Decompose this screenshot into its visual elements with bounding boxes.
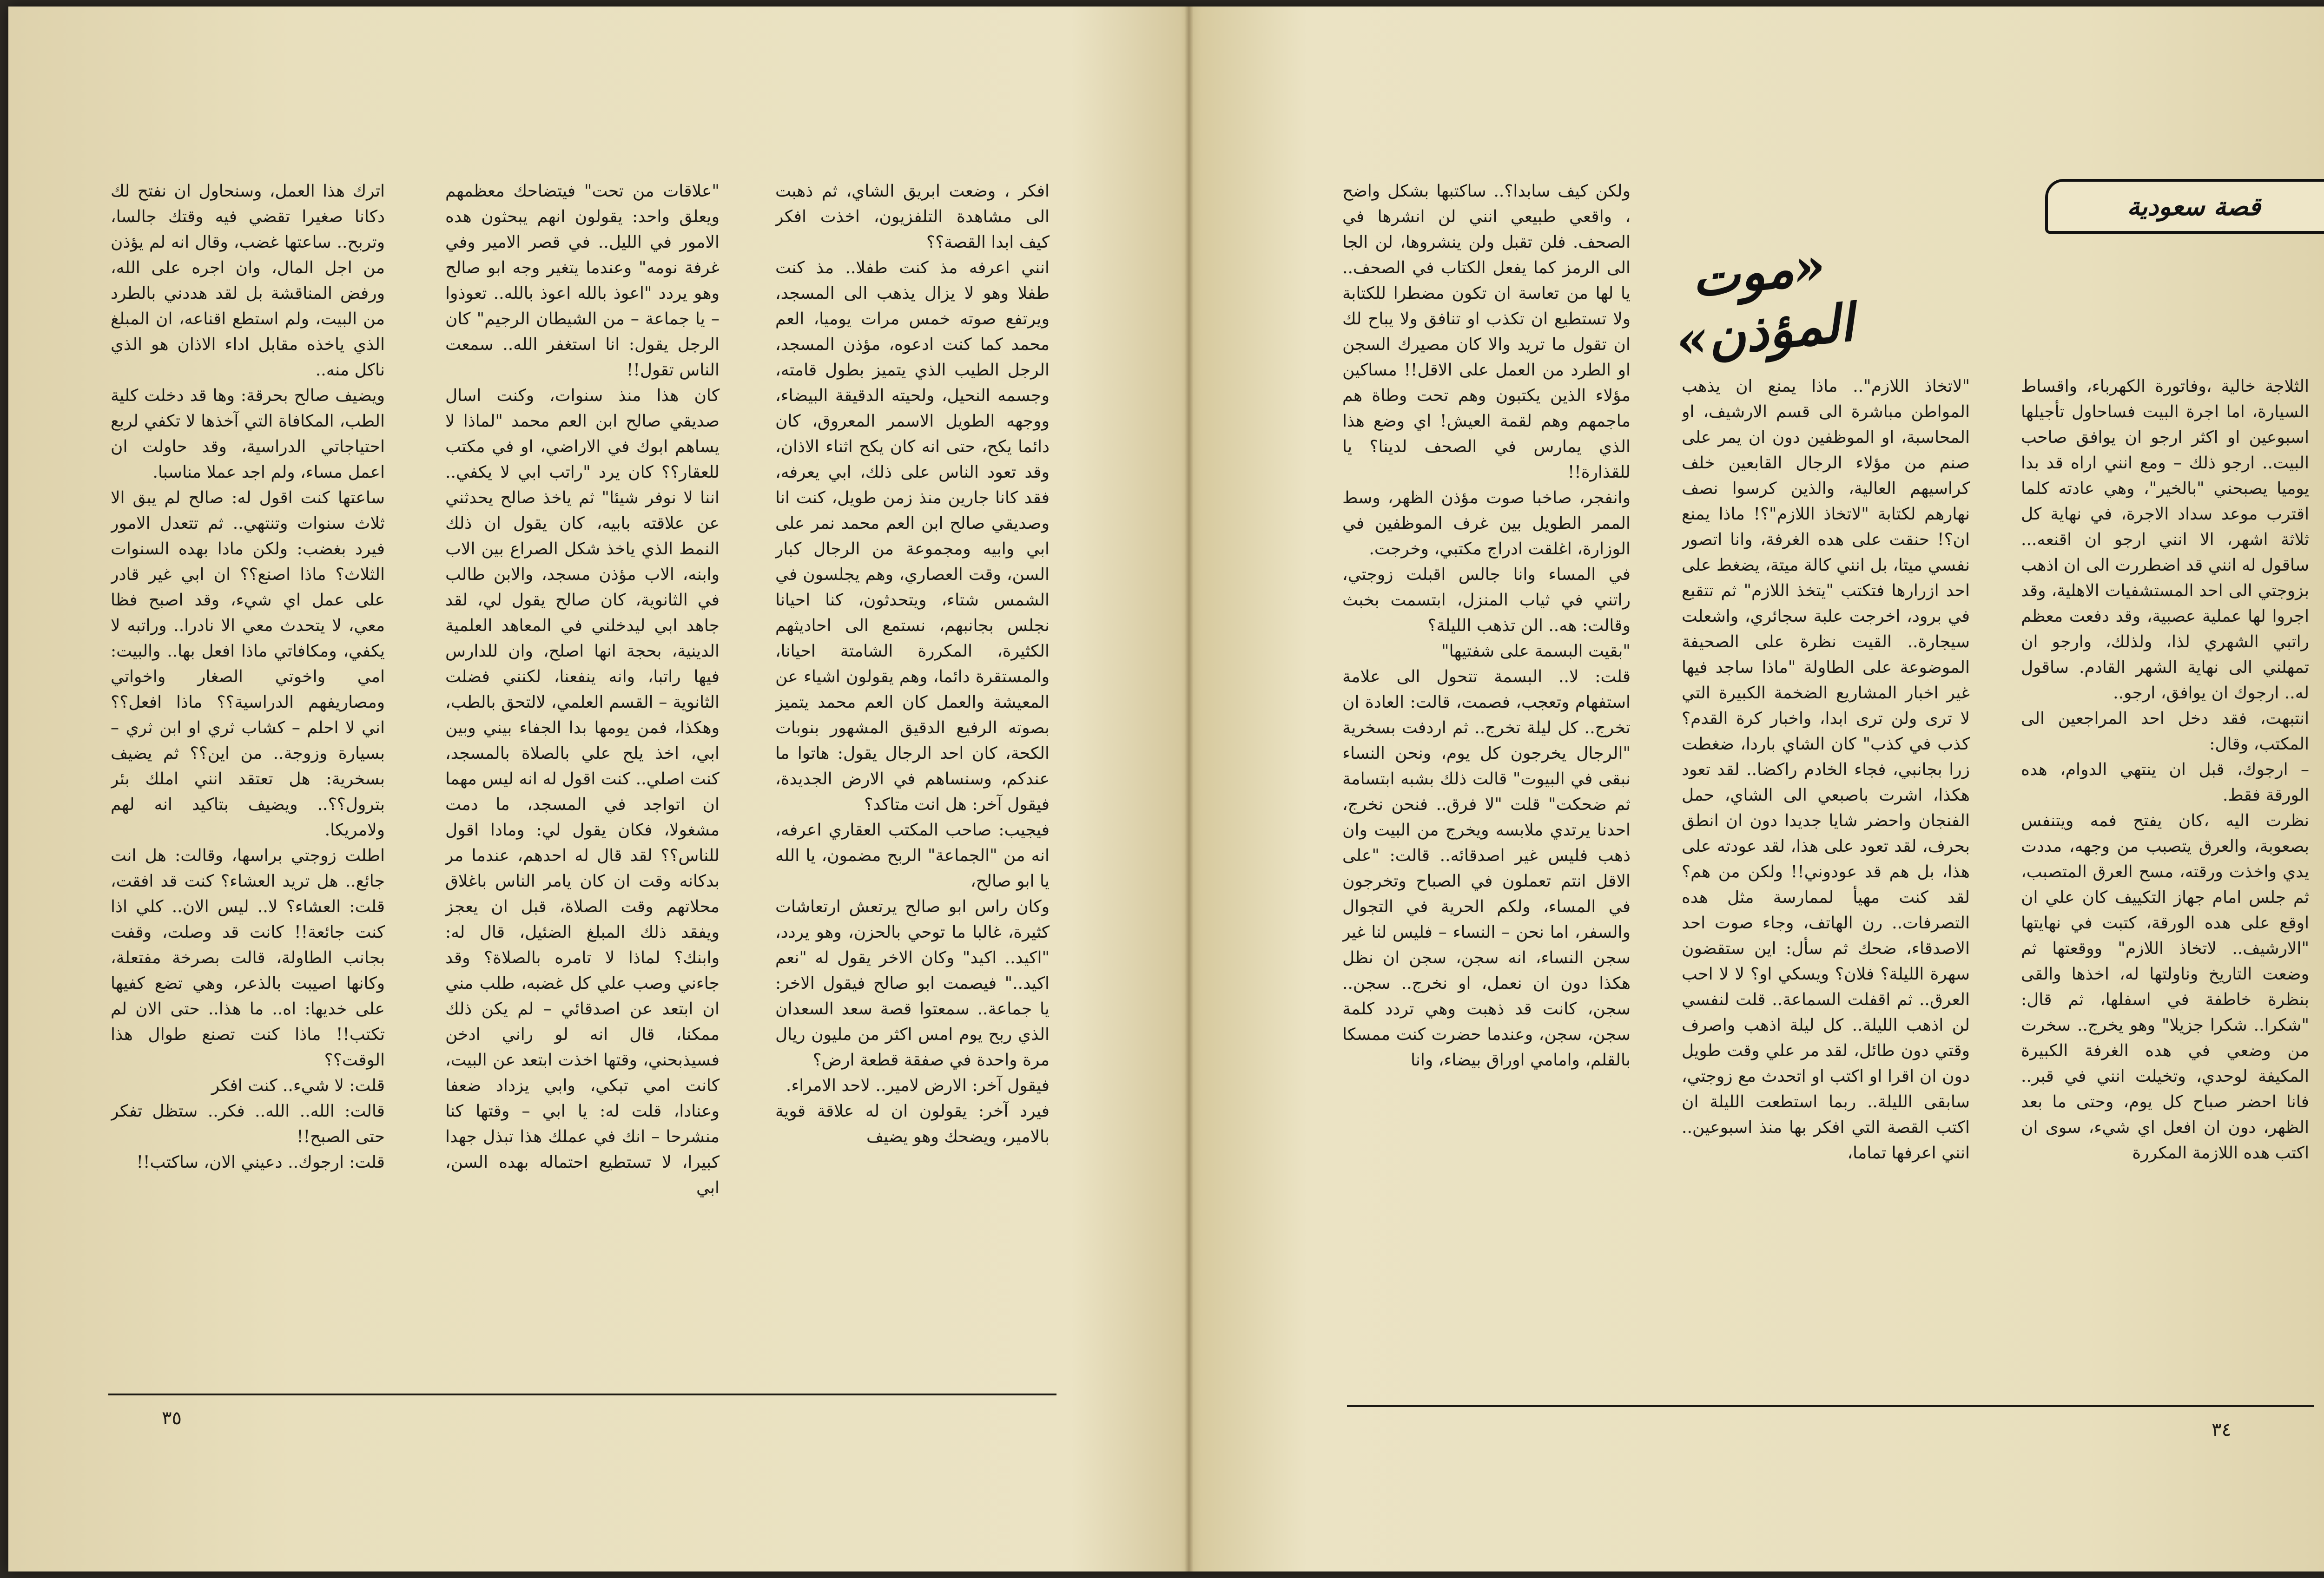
magazine-spread: [8, 7, 2324, 1571]
right-page-column-2: "لاتخاذ اللازم".. ماذا يمنع ان يذهب المواطن مباشرة الى قسم الارشيف، او المحاسبة، او الموظفين دون ان يمر على صنم من مؤلاء الرجال القابعين خلف كراسيهم العالية، والذين كرسوا نصف نهارهم لكتابة "لاتخاذ اللازم"؟! ماذا يمنع ان؟! حنقت على هده الغرفة، وانا اتصور نفسي ميتا، بل انني كالة ميتة، يضغط على احد ازرارها فتكتب "يتخذ اللازم" ثم تتقبع في برود، اخرجت علبة سجائري، واشعلت سيجارة.. القيت نظرة على الصحيفة الموضوعة على الطاولة "ماذا ساجد فيها غير اخبار المشاريع الضخمة الكبيرة التي لا ترى ولن ترى ابدا، واخبار كرة القدم؟ كذب في كذب" كان الشاي باردا، ضغطت زرا بجانبي، فجاء الخادم راكضا.. لقد تعود هكذا، اشرت باصبعي الى الشاي، حمل الفنجان واحضر شايا جديدا دون ان انطق بحرف، لقد تعود على هذا، لقد عودته على هذا، بل هم قد عودوني!! ولكن من هم؟ لقد كنت مهيأ لممارسة مثل هده التصرفات.. رن الهاتف، وجاء صوت احد الاصدقاء، ضحك ثم سأل: اين ستقضون سهرة الليلة؟ فلان؟ ويسكي او؟ لا لا احب العرق.. ثم اقفلت السماعة.. قلت لنفسي لن اذهب الليلة.. كل ليلة اذهب واصرف وقتي دون طائل، لقد مر علي وقت طويل دون ان اقرا او اكتب او اتحدث مع زوجتي، سابقى الليلة.. ربما استطعت الليلة ان اكتب القصة التي افكر بها منذ اسبوعين.. انني اعرفها تماما،: [1682, 377, 1970, 1163]
right-page-bottom-rule: [1347, 1405, 2314, 1407]
left-page-number: ٣٥: [162, 1407, 182, 1429]
left-page-column-3: اترك هذا العمل، وسنحاول ان نفتح لك دكانا صغيرا تقضي فيه وقتك جالسا، وتربح.. ساعتها غضب، وقال انه لم يؤذن من اجل المال، وان اجره على الله، ورفض المناقشة بل لقد هددني بالطرد من البيت، ولم استطع اقناعه، ان المبلغ الذي ياخذه مقابل اداء الاذان هو الذي ناكل منه.. ويضيف صالح بحرقة: وها قد دخلت كلية الطب، المكافاة التي آخذها لا تكفي لربع احتياجاتي الدراسية، وقد حاولت ان اعمل مساء، ولم اجد عملا مناسبا. ساعتها كنت اقول له: صالح لم يبق الا ثلاث سنوات وتنتهي.. ثم تتعدل الامور فيرد بغضب: ولكن مادا بهده السنوات الثلاث؟ ماذا اصنع؟؟ ان ابي غير قادر على عمل اي شيء، وقد اصبح فظا معي، لا يتحدث معي الا نادرا.. وراتبه لا يكفي، ومكافاتي ماذا افعل بها.. والبيت: امي واخوتي الصغار واخواتي ومصاريفهم الدراسية؟؟ ماذا افعل؟؟ اني لا احلم – كشاب ثري او ابن ثري – بسيارة وزوجة.. من اين؟؟ ثم يضيف بسخرية: هل تعتقد انني املك بئر بترول؟؟.. ويضيف بتاكيد انه لهم ولامريكا. اطلت زوجتي براسها، وقالت: هل انت جائع.. هل تريد العشاء؟ كنت قد افقت، قلت: العشاء؟ لا.. ليس الان.. كلي اذا كنت جائعة!! كانت قد وصلت، وقفت بجانب الطاولة، قالت بصرخة مفتعلة، وكانها اصيبت بالذعر، وهي تضع كفيها على خديها: اه.. ما هذا.. حتى الان لم تكتب!! ماذا كنت تصنع طوال هذا الوقت؟؟ قلت: لا شيء.. كنت افكر قالت: الله.. الله.. فكر.. ستظل تفكر حتى الصبح!! قلت: ارجوك.. دعيني الان، ساكتب!!: [111, 182, 385, 1172]
story-category-label: قصة سعودية: [2127, 191, 2261, 221]
story-title: «موت المؤذن»: [1673, 235, 1856, 371]
left-page-bottom-rule: [108, 1394, 1056, 1395]
right-page: [1189, 7, 2324, 1571]
story-category-badge: [2045, 179, 2324, 234]
right-page-column-1: الثلاجة خالية ،وفاتورة الكهرباء، واقساط السيارة، اما اجرة البيت فساحاول تأجيلها اسبوعين او اكثر ارجو ان يوافق صاحب البيت.. ارجو ذلك – ومع انني اراه قد بدا يوميا يصبحني "بالخير"، وهي عادته كلما اقترب موعد سداد الاجرة، في نهاية كل ثلاثة اشهر، الا انني ارجو ان اقنعه... ساقول له انني قد اضطررت الى ان اذهب بزوجتي الى احد المستشفيات الاهلية، وقد اجروا لها عملية عصبية، وقد دفعت معظم راتبي الشهري لذا، ولذلك، وارجو ان تمهلني الى نهاية الشهر القادم. ساقول له.. ارجوك ان يوافق، ارجو.. انتبهت، فقد دخل احد المراجعين الى المكتب، وقال: – ارجوك، قبل ان ينتهي الدوام، هده الورقة فقط. نظرت اليه ،كان يفتح فمه ويتنفس بصعوبة، والعرق يتصبب من وجهه، مددت يدي واخذت ورقته، مسح العرق المتصبب، ثم جلس امام جهاز التكييف كان علي ان اوقع على هده الورقة، كتبت في نهايتها "الارشيف.. لاتخاذ اللازم" ووقعتها ثم وضعت التاريخ وناولتها له، اخذها والقى بنظرة خاطفة في اسفلها، ثم قال: "شكرا.. شكرا جزيلا" وهو يخرج.. سخرت من وضعي في هده الغرفة الكبيرة المكيفة لوحدي، وتخيلت انني في قبر.. فانا احضر صباح كل يوم، وحتى ما بعد الظهر، دون ان افعل اي شيء، سوى ان اكتب هده اللازمة المكررة: [2021, 377, 2309, 1163]
left-page-column-1: افكر ، وضعت ابريق الشاي، ثم ذهبت الى مشاهدة التلفزيون، اخذت افكر كيف ابدا القصة؟؟ انني اعرفه مذ كنت طفلا.. مذ كنت طفلا وهو لا يزال يذهب الى المسجد، ويرتفع صوته خمس مرات يوميا، العم محمد كما كنت ادعوه، مؤذن المسجد، الرجل الطيب الذي يتميز بطول قامته، وجسمه النحيل، ولحيته الدقيقة البيضاء، ووجهه الطويل الاسمر المعروق، كان دائما يكح، حتى انه كان يكح اثناء الاذان، وقد تعود الناس على ذلك، ابي يعرفه، فقد كانا جارين منذ زمن طويل، كنت انا وصديقي صالح ابن العم محمد نمر على ابي وابيه ومجموعة من الرجال كبار السن، وقت العصاري، وهم يجلسون في الشمس شتاء، ويتحدثون، كنا احيانا نجلس بجانبهم، نستمع الى احاديثهم الكثيرة، المكررة الشامتة احيانا، والمستقرة دائما، وهم يقولون اشياء عن المعيشة والعمل كان العم محمد يتميز بصوته الرفيع الدقيق المشهور بنوبات الكحة، كان احد الرجال يقول: هاتوا ما عندكم، وسنساهم في الارض الجديدة، فيقول آخر: هل انت متاكد؟ فيجيب: صاحب المكتب العقاري اعرفه، انه من "الجماعة" الربح مضمون، يا الله يا ابو صالح، وكان راس ابو صالح يرتعش ارتعاشات كثيرة، غالبا ما توحي بالحزن، وهو يردد، "اكيد.. اكيد" وكان الاخر يقول له "نعم اكيد.." فيصمت ابو صالح فيقول الاخر: يا جماعة.. سمعتوا قصة سعد السعدان الذي ربح يوم امس اكثر من مليون ريال مرة واحدة في صفقة قطعة ارض؟ فيقول آخر: الارض لامير.. لاحد الامراء. فيرد آخر: يقولون ان له علاقة قوية بالامير، ويضحك وهو يضيف: [775, 182, 1050, 1146]
right-page-column-3: ولكن كيف سابدا؟.. ساكتبها بشكل واضح ، واقعي طبيعي انني لن انشرها في الصحف. فلن تقبل ولن ينشروها، لن الجا الى الرمز كما يفعل الكتاب في الصحف.. يا لها من تعاسة ان تكون مضطرا للكتابة ولا تستطيع ان تكذب او تنافق ولا يباح لك ان تقول ما تريد والا كان مصيرك السجن او الطرد من العمل على الاقل!! مساكين مؤلاء الذين يكتبون وهم تحت وطاة هم ماجمهم وهم لقمة العيش! اي وضع هذا الذي يمارس في الصحف لدينا؟ يا للقذارة!! وانفجر، صاخبا صوت مؤذن الظهر، وسط الممر الطويل بين غرف الموظفين في الوزارة، اغلقت ادراج مكتبي، وخرجت. في المساء وانا جالس اقبلت زوجتي، راتني في ثياب المنزل، ابتسمت بخبث وقالت: هه.. الن تذهب الليلة؟ "بقيت البسمة على شفتيها" قلت: لا.. البسمة تتحول الى علامة استفهام وتعجب، فصمت، قالت: العادة ان تخرج.. كل ليلة تخرج.. ثم اردفت بسخرية "الرجال يخرجون كل يوم، ونحن النساء نبقى في البيوت" قالت ذلك بشبه ابتسامة ثم ضحكت" قلت "لا فرق.. فنحن نخرج، احدنا يرتدي ملابسه ويخرج من البيت وان ذهب فليس غير اصدقائه.. قالت: "على الاقل انتم تعملون في الصباح وتخرجون في المساء، ولكم الحرية في التجوال والسفر، اما نحن – النساء – فليس لنا غير سجن النساء، انه سجن، سجن ان نظل هكذا دون ان نعمل، او نخرج.. سجن.. سجن، كانت قد ذهبت وهي تردد كلمة سجن، سجن، وعندما حضرت كنت ممسكا بالقلم، وامامي اوراق بيضاء، وانا: [1342, 182, 1631, 1070]
left-page-column-2: "علاقات من تحت" فيتضاحك معظمهم ويعلق واحد: يقولون انهم يبحثون هده الامور في الليل.. في قصر الامير وفي غرفة نومه" وعندما يتغير وجه ابو صالح وهو يردد "اعوذ بالله اعوذ بالله.. تعوذوا – يا جماعة – من الشيطان الرجيم" كان الرجل يقول: انا استغفر الله.. سمعت الناس تقول!! كان هذا منذ سنوات، وكنت اسال صديقي صالح ابن العم محمد "لماذا لا يساهم ابوك في الاراضي، او في مكتب للعقار؟؟ كان يرد "راتب ابي لا يكفي.. اننا لا نوفر شيئا" ثم ياخذ صالح يحدثني عن علاقته بابيه، كان يقول ان ذلك النمط الذي ياخذ شكل الصراع بين الاب وابنه، الاب مؤذن مسجد، والابن طالب في الثانوية، كان صالح يقول لي، لقد جاهد ابي ليدخلني في المعاهد العلمية الدينية، بحجة انها اصلح، وان للدارس فيها راتبا، وانه ينفعنا، لكنني فضلت الثانوية – القسم العلمي، لالتحق بالطب، وهكذا، فمن يومها بدا الجفاء بيني وبين ابي، اخذ يلح علي بالصلاة بالمسجد، كنت اصلي.. كنت اقول له انه ليس مهما ان اتواجد في المسجد، ما دمت مشغولا، فكان يقول لي: ومادا اقول للناس؟؟ لقد قال له احدهم، عندما مر بدكانه وقت ان كان يامر الناس باغلاق محلاتهم وقت الصلاة، قبل ان يعجز ويفقد ذلك المبلغ الضئيل، قال له: وابنك؟ لماذا لا تامره بالصلاة؟ وقد جاءني وصب علي كل غضبه، طلب مني ان ابتعد عن اصدقائي – لم يكن ذلك ممكنا، قال انه لو راني ادخن فسيذبحني، وقتها اخذت ابتعد عن البيت، كانت امي تبكي، وابي يزداد ضعفا وعنادا، قلت له: يا ابي – وقتها كنا منشرحا – انك في عملك هذا تبذل جهدا كبيرا، لا تستطيع احتماله بهده السن، ابي: [445, 182, 720, 1197]
left-page: [8, 7, 1189, 1571]
right-page-number: ٣٤: [2212, 1419, 2232, 1440]
